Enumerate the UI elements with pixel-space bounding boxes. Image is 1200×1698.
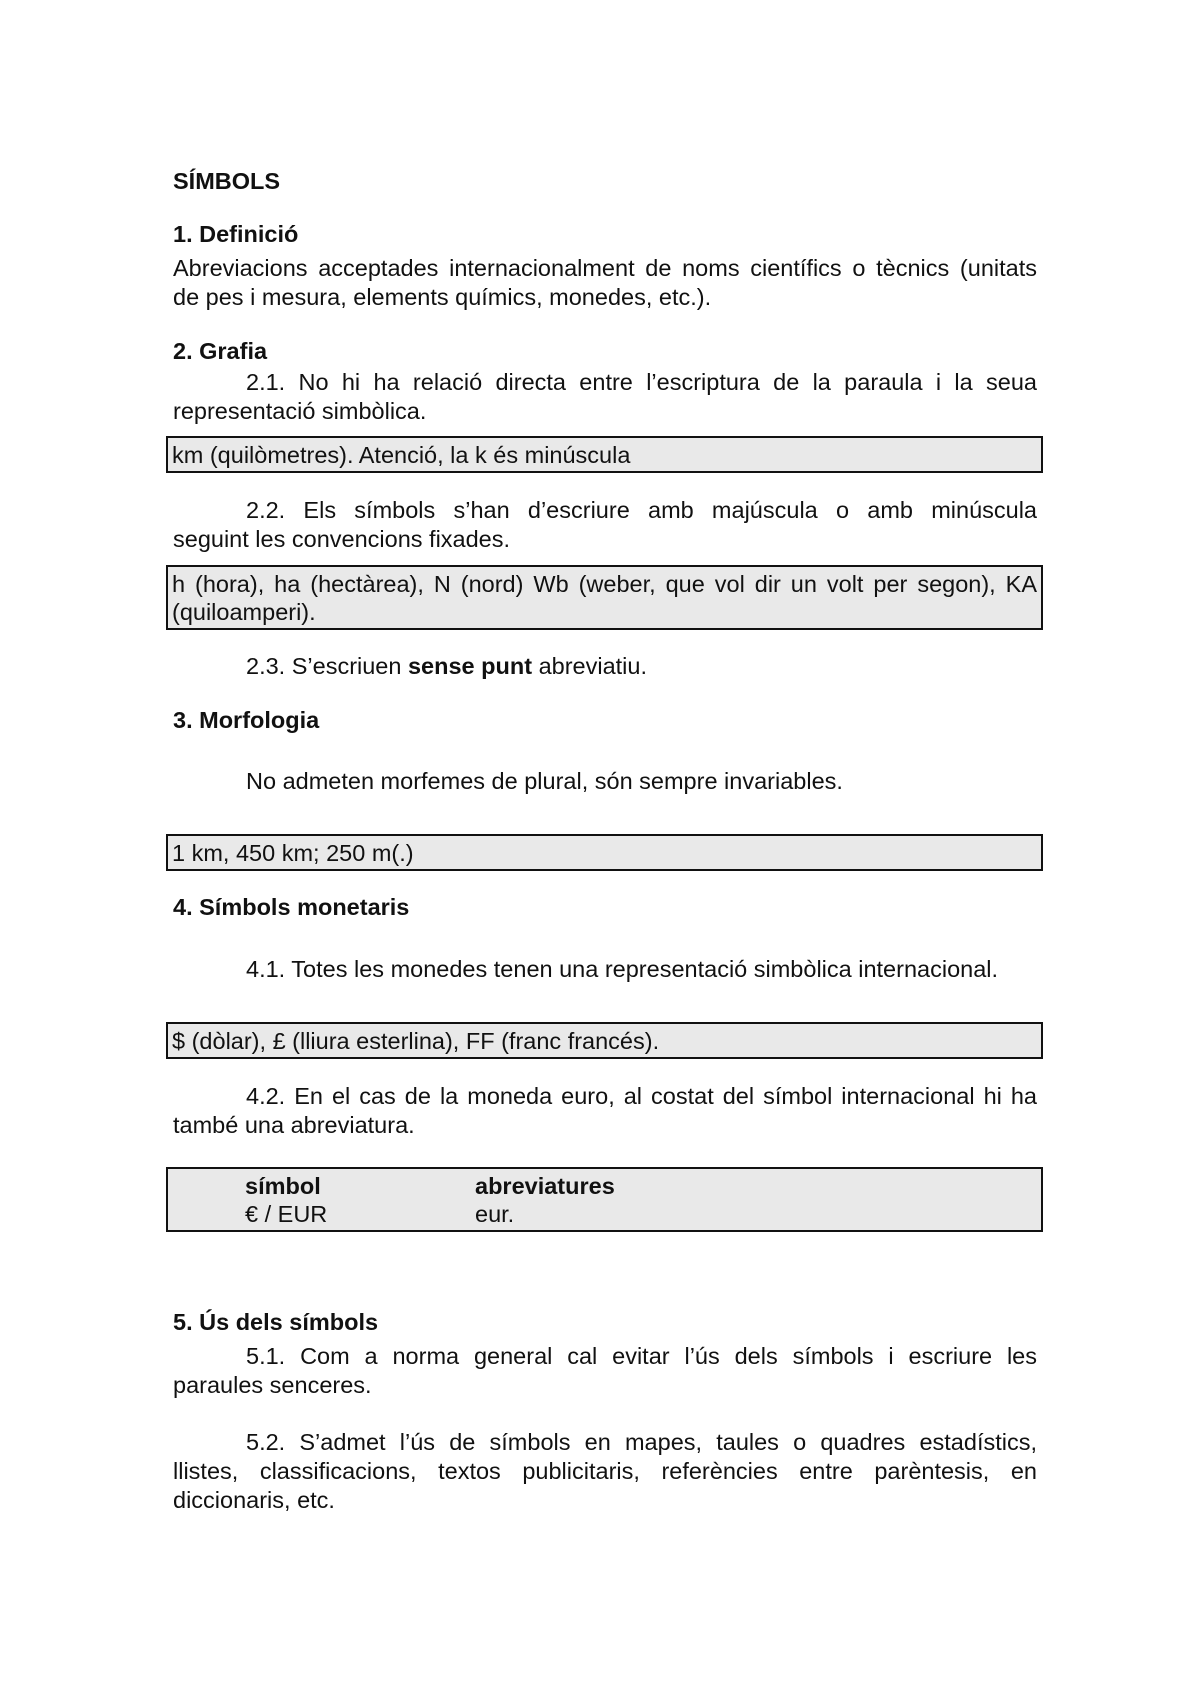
example-box-currency bbox=[166, 1022, 1043, 1059]
paragraph-5-2-line-2: llistes, classificacions, textos publicitaris, referències entre parèntesis, en bbox=[173, 1458, 1037, 1484]
example-box-plural bbox=[166, 834, 1043, 871]
paragraph-2-3-text-a: 2.3. S’escriuen bbox=[246, 653, 408, 679]
section-2-heading: 2. Grafia bbox=[173, 338, 268, 364]
paragraph-5-1-line-2: paraules senceres. bbox=[173, 1372, 372, 1398]
section-4-heading: 4. Símbols monetaris bbox=[173, 894, 410, 920]
euro-table-header-symbol: símbol bbox=[245, 1173, 321, 1199]
paragraph-4-1: 4.1. Totes les monedes tenen una representació simbòlica internacional. bbox=[246, 956, 999, 982]
example-box-units bbox=[166, 565, 1043, 630]
paragraph-2-3 bbox=[246, 652, 647, 681]
example-box-km bbox=[166, 436, 1043, 473]
paragraph-4-2-line-2: també una abreviatura. bbox=[173, 1112, 415, 1138]
paragraph-2-1-line-2: representació simbòlica. bbox=[173, 398, 427, 424]
euro-table-cell-abbreviation: eur. bbox=[475, 1201, 515, 1227]
paragraph-5-2-line-1: 5.2. S’admet l’ús de símbols en mapes, taules o quadres estadístics, bbox=[246, 1429, 1037, 1455]
document-title: SÍMBOLS bbox=[173, 168, 281, 194]
example-box-plural-text: 1 km, 450 km; 250 m(.) bbox=[172, 840, 414, 866]
example-box-units-line-2: (quiloamperi). bbox=[172, 599, 316, 625]
euro-table-header-abbreviations: abreviatures bbox=[475, 1173, 615, 1199]
paragraph-2-2-line-1: 2.2. Els símbols s’han d’escriure amb majúscula o amb minúscula bbox=[246, 497, 1037, 523]
paragraph-3-1: No admeten morfemes de plural, són sempre invariables. bbox=[246, 768, 843, 794]
example-box-km-text: km (quilòmetres). Atenció, la k és minúscula bbox=[172, 442, 631, 468]
paragraph-2-1-line-1: 2.1. No hi ha relació directa entre l’escriptura de la paraula i la seua bbox=[246, 369, 1037, 395]
paragraph-2-2-line-2: seguint les convencions fixades. bbox=[173, 526, 511, 552]
section-5-heading: 5. Ús dels símbols bbox=[173, 1309, 379, 1335]
paragraph-4-2-line-1: 4.2. En el cas de la moneda euro, al costat del símbol internacional hi ha bbox=[246, 1083, 1037, 1109]
paragraph-5-1-line-1: 5.1. Com a norma general cal evitar l’ús dels símbols i escriure les bbox=[246, 1343, 1037, 1369]
example-box-units-line-1: h (hora), ha (hectàrea), N (nord) Wb (weber, que vol dir un volt per segon), KA bbox=[172, 571, 1037, 597]
definition-line-1: Abreviacions acceptades internacionalment de noms científics o tècnics (unitats bbox=[173, 255, 1037, 281]
definition-line-2: de pes i mesura, elements químics, monedes, etc.). bbox=[173, 284, 712, 310]
section-3-heading: 3. Morfologia bbox=[173, 707, 320, 733]
euro-table bbox=[166, 1167, 1043, 1232]
euro-table-cell-symbol: € / EUR bbox=[245, 1201, 328, 1227]
section-1-heading: 1. Definició bbox=[173, 221, 299, 247]
example-box-currency-text: $ (dòlar), £ (lliura esterlina), FF (franc francés). bbox=[172, 1028, 660, 1054]
paragraph-5-2-line-3: diccionaris, etc. bbox=[173, 1487, 335, 1513]
paragraph-2-3-bold: sense punt bbox=[407, 653, 533, 679]
paragraph-2-3-text-b: abreviatiu. bbox=[532, 653, 647, 679]
